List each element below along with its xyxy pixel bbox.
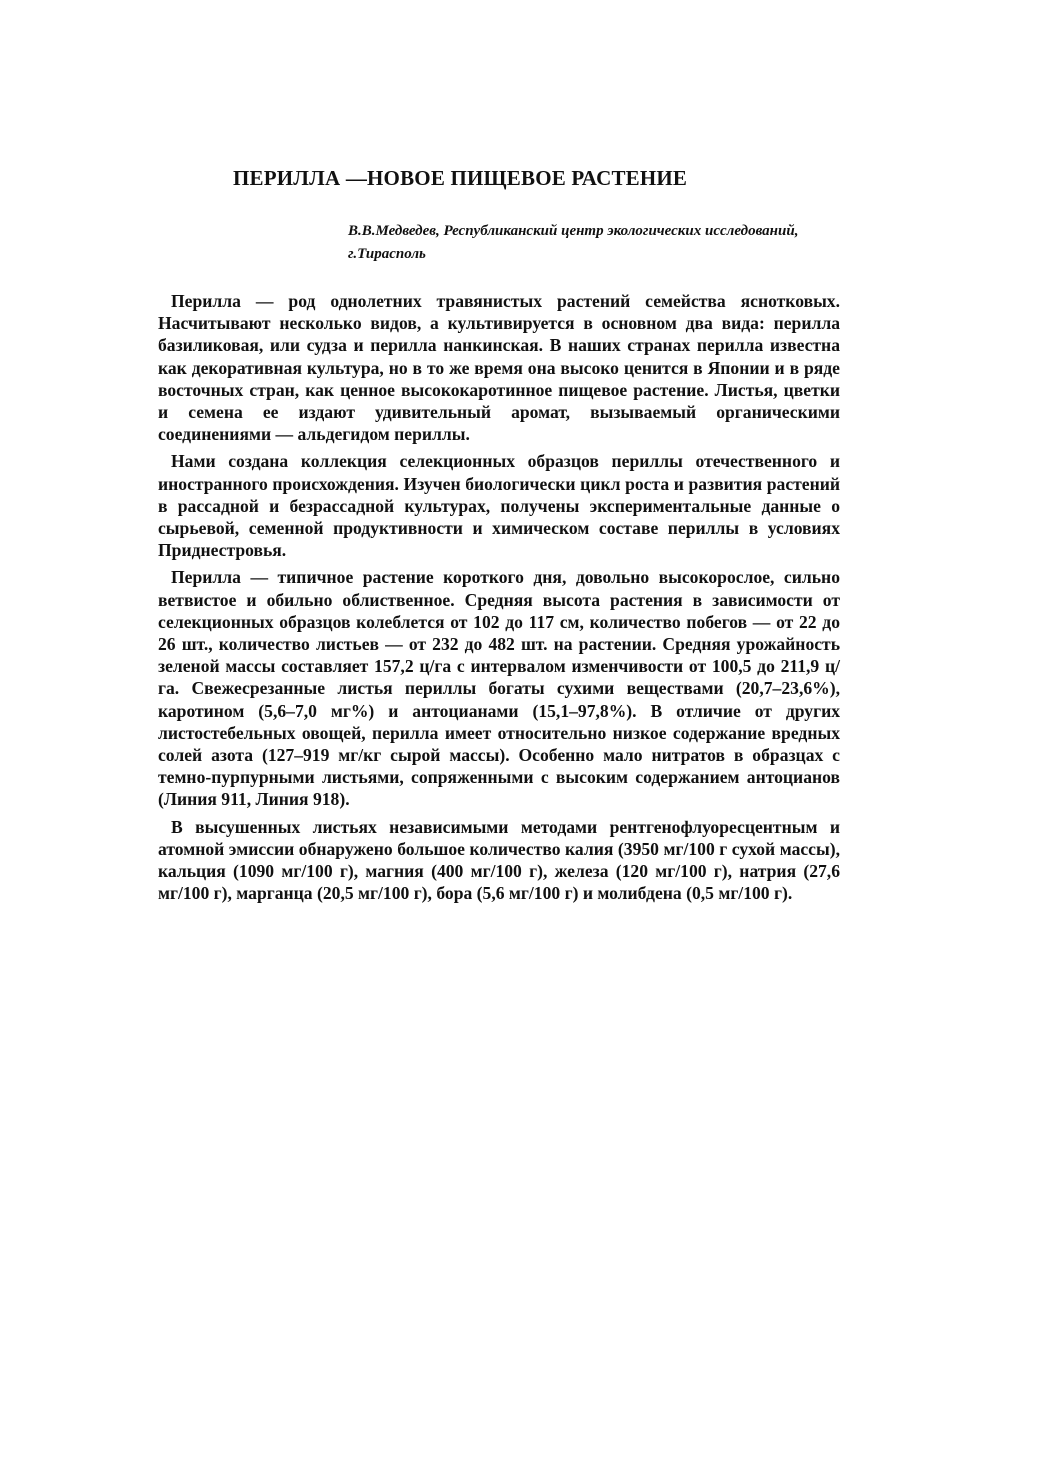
- article-body: [158, 290, 840, 909]
- author-byline: В.В.Медведев, Республиканский центр экологических исследований, г.Тирасполь: [348, 223, 799, 262]
- paragraph: Нами создана коллекция селекционных образцов периллы отечественного и иностранного происхождения. Изучен биологически цикл роста и развития растений в рассадной и безрассадной культурах, получены экспериментальные данные о сырьевой, семенной продуктивности и химическом составе периллы в условиях Приднестровья.: [158, 451, 840, 561]
- article-title: ПЕРИЛЛА —НОВОЕ ПИЩЕВОЕ РАСТЕНИЕ: [233, 166, 688, 190]
- paragraph: Перилла — род однолетних травянистых растений семейства яснотковых. Насчитывают несколько видов, а культивируется в основном два вида: перилла базиликовая, или судза и перилла нанкинская. В наших странах перилла известна как декоративная культура, но в то же время она высоко ценится в Японии и в ряде восточных стран, как ценное высококаротинное пищевое растение. Листья, цветки и семена ее издают удивительный аромат, вызываемый органическими соединениями — альдегидом периллы.: [158, 291, 840, 445]
- paragraph: Перилла — типичное растение короткого дня, довольно высокорослое, сильно ветвистое и обильно облиственное. Средняя высота растения в зависимости от селекционных образцов колеблется от 102 до 117 см, количество побегов — от 22 до 26 шт., количество листьев — от 232 до 482 шт. на растении. Средняя урожайность зеленой массы составляет 157,2 ц/га с интервалом изменчивости от 100,5 до 211,9 ц/га. Свежесрезанные листья периллы богаты сухими веществами (20,7–23,6%), каротином (5,6–7,0 мг%) и антоцианами (15,1–97,8%). В отличие от других листостебельных овощей, перилла имеет относительно низкое содержание вредных солей азота (127–919 мг/кг сырой массы). Особенно мало нитратов в образцах с темно-пурпурными листьями, сопряженными с высоким содержанием антоцианов (Линия 911, Линия 918).: [158, 567, 840, 810]
- paragraph: В высушенных листьях независимыми методами рентгенофлуоресцентным и атомной эмиссии обнаружено большое количество калия (3950 мг/100 г сухой массы), кальция (1090 мг/100 г), магния (400 мг/100 г), железа (120 мг/100 г), натрия (27,6 мг/100 г), марганца (20,5 мг/100 г), бора (5,6 мг/100 г) и молибдена (0,5 мг/100 г).: [158, 816, 840, 904]
